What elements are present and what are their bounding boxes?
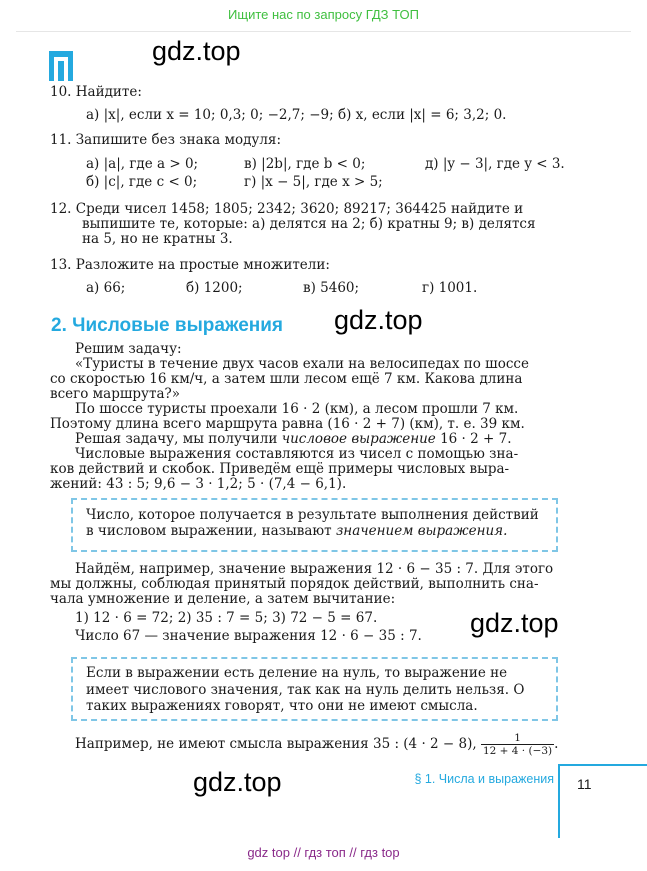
exercise-13-v: в) 5460; [303, 280, 360, 296]
paragraph [75, 732, 558, 757]
text-run: 16 · 2 + 7. [435, 431, 512, 447]
page-corner-line [558, 764, 647, 766]
exercise-11-b: б) |c|, где c < 0; [86, 174, 198, 190]
watermark: gdz.top [334, 305, 423, 335]
paragraph: «Туристы в течение двух часов ехали на велосипедах по шоссе [75, 356, 529, 372]
paragraph: Решим задачу: [75, 341, 182, 357]
exercise-13-g: г) 1001. [422, 280, 478, 296]
running-footer: § 1. Числа и выражения [414, 772, 554, 786]
definition-line [86, 523, 507, 540]
exercise-10-title: 10. Найдите: [50, 84, 142, 100]
text-run: Например, не имеют смысла выражения 35 : (4 · 2 − 8), [75, 736, 477, 752]
text-run: Решая задачу, мы получили [75, 431, 282, 447]
text-run: в числовом выражении, называют [86, 523, 336, 539]
exercise-11-d: д) |y − 3|, где y < 3. [425, 156, 565, 172]
paragraph: 1) 12 · 6 = 72; 2) 35 : 7 = 5; 3) 72 − 5 = 67. [75, 610, 378, 626]
watermark: gdz.top [152, 36, 241, 66]
paragraph: чала умножение и деление, а затем вычитание: [50, 591, 396, 607]
watermark: gdz.top [193, 767, 282, 797]
paragraph: жений: 43 : 5; 9,6 − 3 · 1,2; 5 · (7,4 − 6,1). [50, 476, 347, 492]
exercises-marker-icon [49, 51, 73, 81]
paragraph: ков действий и скобок. Приведём ещё примеры числовых выра- [50, 461, 510, 477]
section-title: 2. Числовые выражения [51, 315, 284, 336]
fraction-denominator: 12 + 4 · (−3) [482, 745, 553, 757]
fraction [481, 732, 554, 757]
exercise-11-a: а) |a|, где a > 0; [86, 156, 199, 172]
bottom-links[interactable]: gdz top // гдз топ // гдз top [247, 845, 400, 860]
page-number: 11 [577, 776, 592, 792]
watermark: gdz.top [470, 608, 559, 638]
fraction-numerator: 1 [481, 732, 554, 745]
exercise-13-b: б) 1200; [186, 280, 243, 296]
note-line: Если в выражении есть деление на нуль, то выражение не [86, 665, 508, 681]
text-run: . [554, 736, 559, 752]
top-divider [16, 31, 631, 32]
top-banner: Ищите нас по запросу ГДЗ ТОП [228, 7, 419, 22]
exercise-12-line3: на 5, но не кратны 3. [82, 231, 233, 247]
paragraph: Найдём, например, значение выражения 12 · 6 − 35 : 7. Для этого [75, 561, 554, 577]
paragraph: По шоссе туристы проехали 16 · 2 (км), а лесом прошли 7 км. [75, 401, 519, 417]
exercise-13-title: 13. Разложите на простые множители: [50, 257, 330, 273]
paragraph: Поэтому длина всего маршрута равна (16 · 2 + 7) (км), т. е. 39 км. [50, 416, 525, 432]
exercise-12-line1: 12. Среди чисел 1458; 1805; 2342; 3620; 89217; 364425 найдите и [50, 201, 524, 217]
term-numeric-expression: числовое выражение [281, 431, 436, 447]
exercise-11-title: 11. Запишите без знака модуля: [50, 132, 281, 148]
exercise-12-line2: выпишите те, которые: а) делятся на 2; б) кратны 9; в) делятся [82, 216, 536, 232]
definition-line: Число, которое получается в результате выполнения действий [86, 507, 539, 523]
note-line: таких выражениях говорят, что они не имеют смысла. [86, 698, 478, 714]
exercise-11-v: в) |2b|, где b < 0; [244, 156, 366, 172]
exercise-13-a: а) 66; [86, 280, 126, 296]
exercise-11-g: г) |x − 5|, где x > 5; [244, 174, 383, 190]
paragraph: Число 67 — значение выражения 12 · 6 − 35 : 7. [75, 628, 422, 644]
paragraph: Числовые выражения составляются из чисел с помощью зна- [75, 446, 519, 462]
paragraph: мы должны, соблюдая принятый порядок действий, выполнить сна- [50, 576, 539, 592]
note-line: имеет числового значения, так как на нуль делить нельзя. О [86, 682, 525, 698]
page-corner-line [558, 764, 560, 838]
exercise-10-body: а) |x|, если x = 10; 0,3; 0; −2,7; −9; б) x, если |x| = 6; 3,2; 0. [86, 107, 507, 123]
term-expression-value: значением выражения. [335, 523, 508, 539]
paragraph: со скоростью 16 км/ч, а затем шли лесом ещё 7 км. Какова длина [50, 371, 523, 387]
paragraph: всего маршрута?» [50, 386, 180, 402]
